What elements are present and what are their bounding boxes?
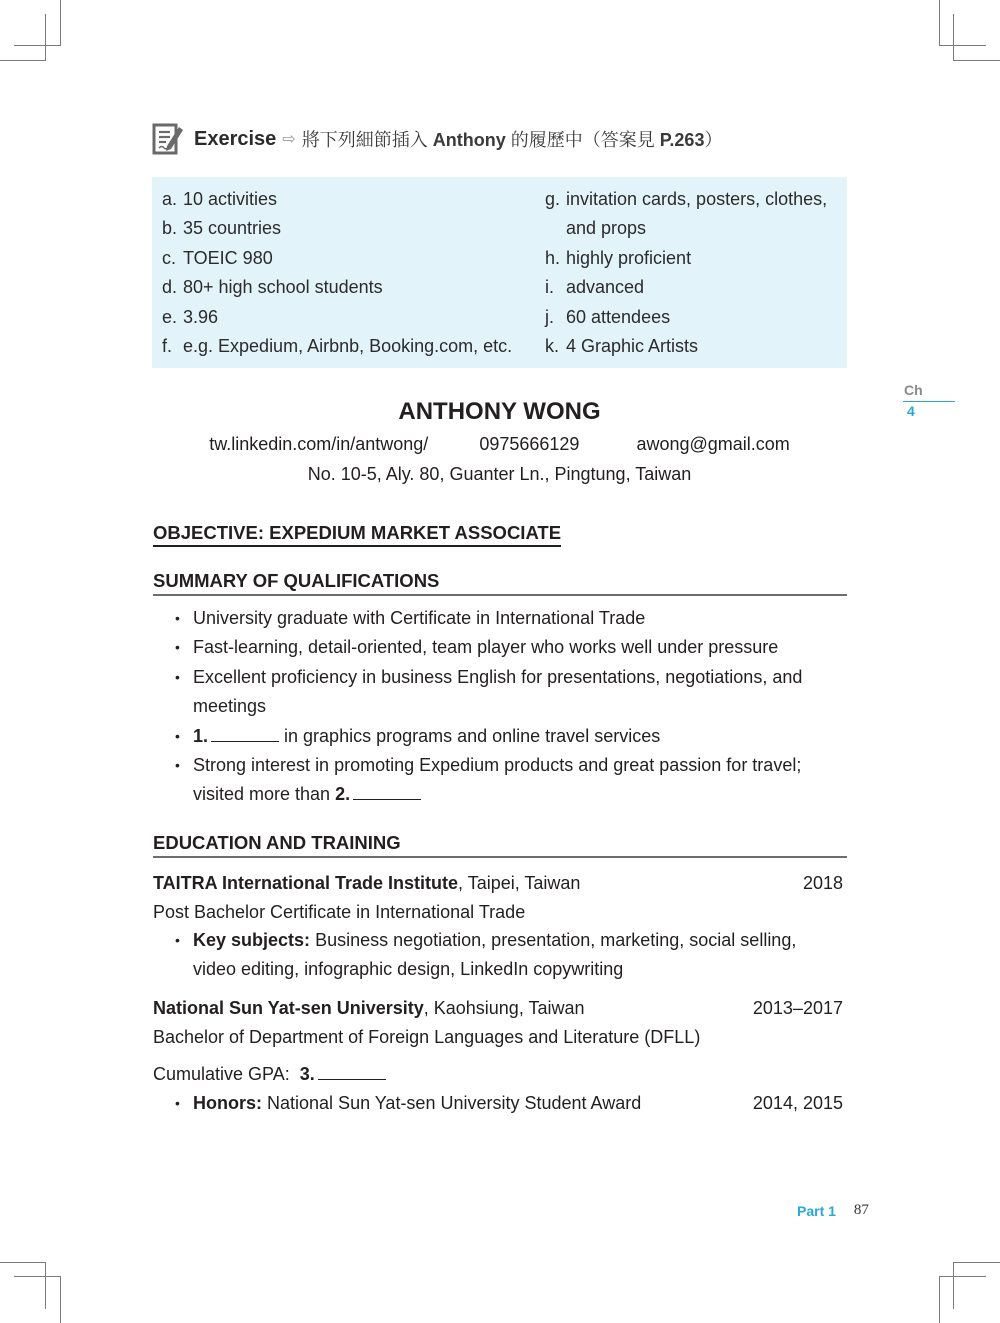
item-text: 3.96	[183, 306, 219, 327]
crop-mark	[953, 1262, 1000, 1263]
item-text: TOEIC 980	[183, 247, 273, 268]
bullet-icon: •	[175, 1095, 180, 1111]
item-text: 60 attendees	[566, 306, 671, 327]
item-letter: e.	[162, 306, 178, 327]
exercise-instruction	[302, 126, 723, 152]
bullet-icon: •	[175, 639, 180, 656]
honors-label: Honors:	[193, 1093, 262, 1113]
blank-number: 1.	[193, 725, 209, 746]
bullet-text: Fast-learning, detail-oriented, team player who works well under pressure	[193, 637, 779, 658]
institution-location: , Kaohsiung, Taiwan	[423, 998, 585, 1018]
word-bank-left-column	[162, 185, 512, 361]
notepad-pencil-icon	[152, 122, 184, 156]
chapter-number: 4	[907, 403, 915, 419]
item-letter: g.	[545, 189, 561, 209]
crop-mark	[0, 60, 46, 61]
item-text: 4 Graphic Artists	[566, 336, 699, 357]
word-bank-item-continued	[545, 214, 827, 243]
item-letter: c.	[162, 247, 177, 268]
word-bank-item	[545, 244, 827, 273]
key-subjects-bullet	[170, 926, 840, 985]
item-letter: a.	[162, 189, 178, 209]
summary-heading: SUMMARY OF QUALIFICATIONS	[153, 570, 847, 596]
crop-mark	[939, 1276, 940, 1323]
crop-mark	[939, 1276, 986, 1277]
answer-page-ref: P.263	[659, 130, 705, 150]
entry-institution-line	[153, 872, 580, 894]
item-text: advanced	[566, 277, 645, 298]
word-bank-item	[162, 332, 512, 361]
gpa-line	[153, 1063, 386, 1085]
education-entry-1-header	[153, 872, 843, 894]
word-bank-item	[162, 214, 512, 243]
email-address: awong@gmail.com	[636, 434, 790, 454]
entry-year: 2013–2017	[752, 998, 843, 1018]
education-heading: EDUCATION AND TRAINING	[153, 832, 847, 858]
exercise-heading	[152, 122, 722, 156]
key-subjects-label: Key subjects:	[193, 930, 311, 950]
part-label: Part 1	[797, 1202, 836, 1219]
linkedin-url: tw.linkedin.com/in/antwong/	[209, 434, 429, 454]
bullet-text: University graduate with Certificate in International Trade	[193, 608, 646, 628]
summary-bullet	[170, 604, 850, 633]
instruction-prefix: 將下列細節插入	[301, 130, 428, 150]
crop-mark	[60, 0, 61, 46]
item-letter: i.	[545, 277, 554, 298]
crop-mark	[14, 1276, 61, 1277]
bullet-icon: •	[175, 757, 180, 774]
item-letter: k.	[545, 336, 560, 357]
page-number: 87	[853, 1202, 869, 1218]
word-bank-item	[545, 303, 827, 332]
honors-bullet	[170, 1092, 641, 1114]
entry-year: 2018	[802, 873, 843, 893]
education-entry-1-bullets	[170, 926, 840, 985]
item-letter: j.	[545, 306, 554, 327]
resume-contact-line	[152, 434, 847, 455]
crop-mark	[953, 14, 954, 61]
summary-bullet-blank-2	[170, 751, 830, 810]
chapter-divider	[903, 401, 955, 402]
honors-years: 2014, 2015	[752, 1093, 843, 1113]
bullet-text: Strong interest in promoting Expedium products and great passion for travel; visited more than	[193, 755, 802, 805]
education-entry-2-header	[153, 997, 843, 1019]
bullet-icon: •	[175, 610, 180, 626]
chapter-tab	[903, 382, 955, 419]
crop-mark	[939, 0, 940, 46]
fill-in-blank-3[interactable]	[318, 1065, 386, 1080]
crop-mark	[0, 1262, 46, 1263]
item-text: 10 activities	[183, 189, 278, 209]
crop-mark	[45, 14, 46, 61]
item-text: and props	[566, 218, 647, 239]
exercise-label: Exercise	[194, 127, 277, 150]
crop-mark	[45, 1262, 46, 1309]
summary-bullet	[170, 663, 830, 722]
item-text: 80+ high school students	[183, 277, 383, 298]
blank-number: 3.	[299, 1064, 315, 1084]
entry-program: Post Bachelor Certificate in International Trade	[153, 902, 526, 922]
item-text: 35 countries	[183, 218, 282, 239]
crop-mark	[953, 1262, 954, 1309]
honors-row	[170, 1092, 843, 1114]
crop-mark	[14, 45, 61, 46]
chapter-label: Ch	[904, 382, 923, 398]
resume-name: ANTHONY WONG	[398, 398, 601, 425]
objective-heading: OBJECTIVE: EXPEDIUM MARKET ASSOCIATE	[153, 522, 561, 547]
phone-number: 0975666129	[479, 434, 580, 454]
gpa-label: Cumulative GPA:	[153, 1064, 290, 1084]
institution-name: National Sun Yat-sen University	[153, 998, 424, 1018]
honors-text: National Sun Yat-sen University Student Award	[267, 1093, 642, 1113]
word-bank-box	[152, 177, 847, 368]
crop-mark	[953, 60, 1000, 61]
bullet-text: in graphics programs and online travel services	[284, 725, 661, 746]
word-bank-right-column	[545, 185, 827, 361]
bullet-icon: •	[175, 668, 180, 685]
entry-program: Bachelor of Department of Foreign Languages and Literature (DFLL)	[153, 1027, 701, 1047]
page-footer	[797, 1202, 869, 1219]
item-text: highly proficient	[566, 247, 692, 268]
item-letter: d.	[162, 277, 178, 298]
bullet-icon: •	[175, 727, 180, 744]
item-letter	[545, 214, 566, 243]
bullet-icon: •	[175, 932, 180, 948]
arrow-right-icon: ⇨	[282, 131, 296, 148]
item-letter: b.	[162, 218, 178, 239]
bullet-text: Excellent proficiency in business English for presentations, negotiations, and meetings	[193, 666, 803, 717]
item-text: e.g. Expedium, Airbnb, Booking.com, etc.	[183, 336, 513, 357]
instruction-name: Anthony	[432, 130, 506, 150]
crop-mark	[939, 45, 986, 46]
item-text: invitation cards, posters, clothes,	[566, 189, 828, 209]
word-bank-item	[545, 273, 827, 302]
instruction-close: ）	[704, 130, 723, 150]
item-letter: f.	[162, 336, 173, 357]
crop-mark	[60, 1276, 61, 1323]
word-bank-item	[162, 303, 512, 332]
summary-bullet-list	[170, 604, 850, 810]
word-bank-item	[162, 273, 512, 302]
resume-address: No. 10-5, Aly. 80, Guanter Ln., Pingtung, Taiwan	[307, 464, 692, 484]
word-bank-item	[545, 332, 827, 361]
key-subjects-text: Business negotiation, presentation, marketing, social selling, video editing, infographic design, LinkedIn copywriting	[193, 930, 797, 980]
fill-in-blank-2[interactable]	[353, 785, 421, 800]
institution-name: TAITRA International Trade Institute	[153, 873, 459, 893]
word-bank-item	[545, 185, 827, 214]
item-letter: h.	[545, 247, 561, 268]
word-bank-item	[162, 185, 512, 214]
word-bank-item	[162, 244, 512, 273]
summary-bullet	[170, 633, 850, 662]
fill-in-blank-1[interactable]	[211, 727, 279, 742]
blank-number: 2.	[335, 784, 351, 805]
institution-location: , Taipei, Taiwan	[458, 873, 581, 893]
instruction-suffix: 的履歷中（答案見	[510, 130, 655, 150]
entry-institution-line	[153, 997, 585, 1019]
summary-bullet-blank-1	[170, 722, 850, 751]
